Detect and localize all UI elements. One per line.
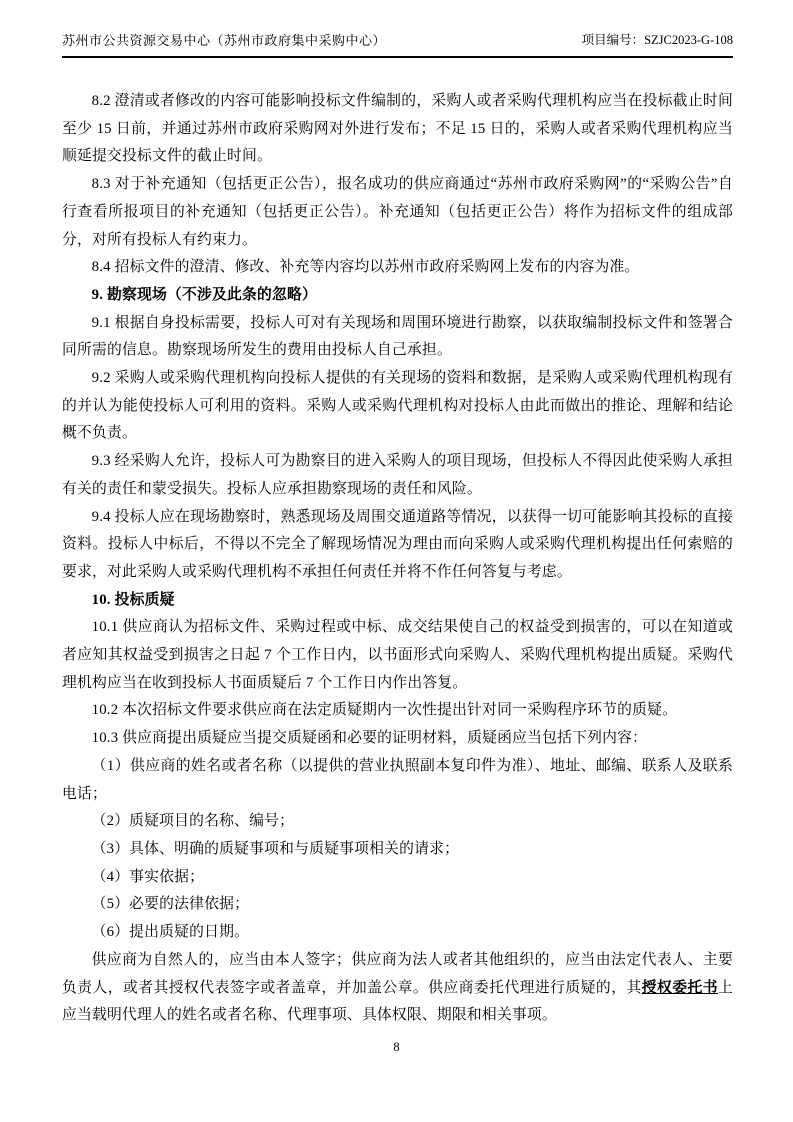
header-agency-name: 苏州市公共资源交易中心（苏州市政府集中采购中心） bbox=[62, 33, 387, 48]
text-run: 8.3 对于补充通知（包括更正公告），报名成功的供应商通过“苏州市政府采购网”的“采购公告”自行查看所报项目的补充通知（包括更正公告）。补充通知（包括更正公告）将作为招标文件的组成部分，对所有投标人有约束力。 bbox=[62, 176, 733, 248]
paragraph bbox=[62, 614, 733, 697]
text-run: 上应当载明代理人的姓名或者名称、代理事项、具体权限、期限和相关事项。 bbox=[62, 979, 733, 1024]
header-project-number: 项目编号：SZJC2023-G-108 bbox=[581, 33, 733, 47]
paragraph bbox=[62, 310, 733, 365]
paragraph bbox=[62, 919, 733, 947]
paragraph bbox=[62, 504, 733, 587]
paragraph bbox=[62, 254, 733, 282]
text-run: （3）具体、明确的质疑事项和与质疑事项相关的请求； bbox=[91, 840, 460, 857]
text-run: （1）供应商的姓名或者名称（以提供的营业执照副本复印件为准）、地址、邮编、联系人及联系电话； bbox=[62, 757, 733, 802]
paragraph bbox=[62, 88, 733, 171]
text-run: 授权委托书 bbox=[641, 979, 718, 996]
text-run: 供应商为自然人的，应当由本人签字；供应商为法人或者其他组织的，应当由法定代表人、主要负责人，或者其授权代表签字或者盖章，并加盖公章。供应商委托代理进行质疑的，其 bbox=[62, 951, 733, 996]
text-run: 9.2 采购人或采购代理机构向投标人提供的有关现场的资料和数据，是采购人或采购代理机构现有的并认为能使投标人可利用的资料。采购人或采购代理机构对投标人由此而做出的推论、理解和结论概不负责。 bbox=[62, 370, 733, 442]
page-header bbox=[62, 32, 733, 58]
text-run: （6）提出质疑的日期。 bbox=[91, 924, 250, 941]
paragraph bbox=[62, 864, 733, 892]
text-run: （5）必要的法律依据； bbox=[91, 896, 250, 913]
text-run: 8.4 招标文件的澄清、修改、补充等内容均以苏州市政府采购网上发布的内容为准。 bbox=[91, 259, 640, 276]
text-run: 10.1 供应商认为招标文件、采购过程或中标、成交结果使自己的权益受到损害的，可以在知道或者应知其权益受到损害之日起 7 个工作日内，以书面形式向采购人、采购代理机构提出质疑。采购代理机构应当在收到投标人书面质疑后 7 个工作日内作出答复。 bbox=[62, 619, 733, 691]
section-heading bbox=[62, 587, 733, 615]
paragraph bbox=[62, 836, 733, 864]
text-run: 10. 投标质疑 bbox=[91, 591, 175, 608]
paragraph bbox=[62, 808, 733, 836]
paragraph bbox=[62, 725, 733, 753]
text-run: 10.2 本次招标文件要求供应商在法定质疑期内一次性提出针对同一采购程序环节的质疑。 bbox=[91, 702, 678, 719]
paragraph bbox=[62, 171, 733, 254]
document-body bbox=[62, 88, 733, 1030]
text-run: 9. 勘察现场（不涉及此条的忽略） bbox=[91, 286, 317, 303]
paragraph bbox=[62, 891, 733, 919]
paragraph bbox=[62, 365, 733, 448]
paragraph bbox=[62, 697, 733, 725]
text-run: 9.1 根据自身投标需要，投标人可对有关现场和周围环境进行勘察，以获取编制投标文件和签署合同所需的信息。勘察现场所发生的费用由投标人自己承担。 bbox=[62, 314, 733, 359]
text-run: 9.4 投标人应在现场勘察时，熟悉现场及周围交通道路等情况，以获得一切可能影响其投标的直接资料。投标人中标后，不得以不完全了解现场情况为理由而向采购人或采购代理机构提出任何索赔的要求，对此采购人或采购代理机构不承担任何责任并将不作任何答复与考虑。 bbox=[62, 508, 733, 580]
text-run: 9.3 经采购人允许，投标人可为勘察目的进入采购人的项目现场，但投标人不得因此使采购人承担有关的责任和蒙受损失。投标人应承担勘察现场的责任和风险。 bbox=[62, 453, 733, 497]
paragraph bbox=[62, 947, 733, 1030]
text-run: 10.3 供应商提出质疑应当提交质疑函和必要的证明材料，质疑函应当包括下列内容： bbox=[91, 730, 648, 747]
text-run: （4）事实依据； bbox=[91, 868, 205, 885]
paragraph bbox=[62, 753, 733, 808]
section-heading bbox=[62, 282, 733, 310]
page-footer bbox=[0, 1040, 793, 1055]
paragraph bbox=[62, 448, 733, 503]
page-number: 8 bbox=[393, 1040, 400, 1054]
text-run: 8.2 澄清或者修改的内容可能影响投标文件编制的，采购人或者采购代理机构应当在投标截止时间至少 15 日前，并通过苏州市政府采购网对外进行发布；不足 15 日的，采购人或者采购代理机构应当顺延提交投标文件的截止时间。 bbox=[62, 93, 733, 165]
text-run: （2）质疑项目的名称、编号； bbox=[91, 813, 295, 830]
